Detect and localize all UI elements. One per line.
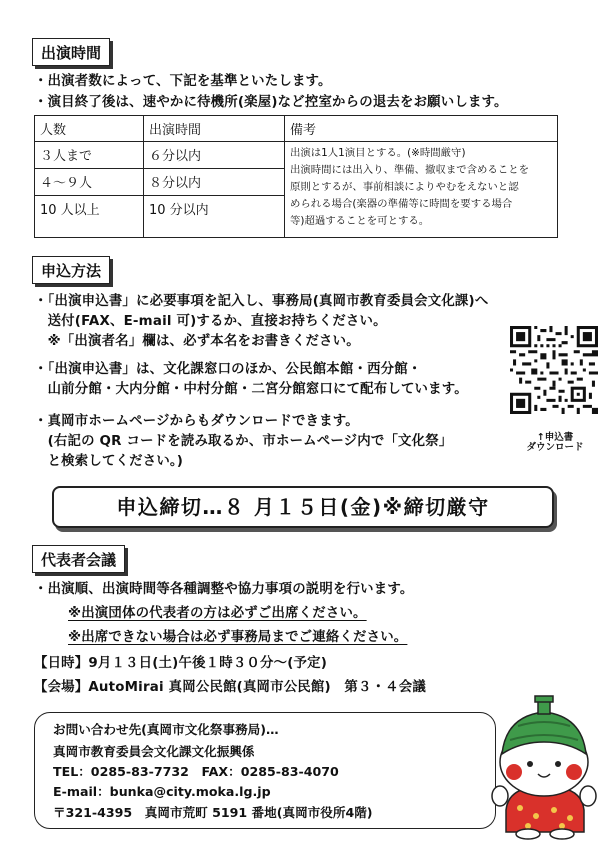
table-cell: ８分以内	[144, 169, 285, 196]
qr-caption	[517, 433, 593, 453]
table-header: 出演時間	[144, 116, 285, 142]
table-cell: ３人まで	[35, 142, 144, 169]
remarks-line: 出演時間には出入り、準備、撤収まで含めることを	[290, 164, 529, 176]
application-line: ・「出演申込書」は、文化課窓口のほか、公民館本館・西分館・	[34, 362, 422, 377]
contact-box	[34, 712, 496, 829]
qr-caption-line: ↑申込書	[536, 432, 574, 443]
contact-line: 〒321-4395 真岡市荒町 5191 番地(真岡市役所4階)	[53, 805, 373, 820]
application-line: と検索してください。)	[34, 454, 184, 469]
meeting-date: 【日時】9月１３日(土)午後１時３０分～(予定)	[34, 656, 328, 671]
meeting-venue: 【会場】AutoMirai 真岡公民館(真岡市公民館) 第３・４会議	[34, 680, 426, 695]
meeting-note: ※出演団体の代表者の方は必ずご出席ください。	[68, 606, 367, 621]
mascot-illustration	[488, 692, 600, 840]
table-header: 備考	[285, 116, 558, 142]
application-line: ※「出演者名」欄は、必ず本名をお書きください。	[34, 334, 360, 349]
table-header: 人数	[35, 116, 144, 142]
performance-time-table	[34, 115, 558, 238]
application-line: (右記の QR コードを読み取るか、市ホームページ内で「文化祭」	[34, 434, 453, 449]
section-title-performance-time: 出演時間	[32, 38, 110, 66]
table-cell: ６分以内	[144, 142, 285, 169]
bullet-line: ・出演者数によって、下記を基準といたします。	[34, 74, 332, 89]
contact-line: 真岡市教育委員会文化課文化振興係	[53, 744, 255, 759]
application-line: 山前分館・大内分館・中村分館・二宮分館窓口にて配布しています。	[34, 382, 468, 397]
remarks-line: 出演は1人1演目とする。(※時間厳守)	[290, 147, 466, 159]
table-cell: ４～９人	[35, 169, 144, 196]
application-line: 送付(FAX、E-mail 可)するか、直接お持ちください。	[34, 314, 387, 329]
remarks-line: められる場合(楽器の準備等に時間を要する場合	[290, 198, 513, 210]
application-line: ・「出演申込書」に必要事項を記入し、事務局(真岡市教育委員会文化課)へ	[34, 294, 489, 309]
meeting-note: ※出席できない場合は必ず事務局までご連絡ください。	[68, 630, 408, 645]
section-title-representatives-meeting: 代表者会議	[32, 545, 125, 573]
section-title-application-method: 申込方法	[32, 256, 110, 284]
qr-caption-line: ダウンロード	[526, 442, 584, 453]
remarks-line: 等)超過することを可とする。	[290, 215, 430, 227]
table-cell: 10 人以上	[35, 196, 144, 238]
deadline-banner: 申込締切…８ 月１５日(金)※締切厳守	[52, 486, 554, 528]
remarks-line: 原則とするが、事前相談によりやむをえないと認	[290, 181, 519, 193]
contact-line: TEL：0285-83-7732 FAX：0285-83-4070	[53, 764, 339, 779]
bullet-line: ・演目終了後は、速やかに待機所(楽屋)など控室からの退去をお願いします。	[34, 95, 508, 110]
qr-code[interactable]	[510, 326, 598, 414]
application-line: ・真岡市ホームページからもダウンロードできます。	[34, 414, 359, 429]
meeting-line: ・出演順、出演時間等各種調整や協力事項の説明を行います。	[34, 582, 414, 597]
remarks-cell	[285, 142, 558, 238]
contact-line: お問い合わせ先(真岡市文化祭事務局)…	[53, 722, 279, 737]
contact-email[interactable]: E-mail：bunka@city.moka.lg.jp	[53, 784, 271, 799]
table-cell: 10 分以内	[144, 196, 285, 238]
